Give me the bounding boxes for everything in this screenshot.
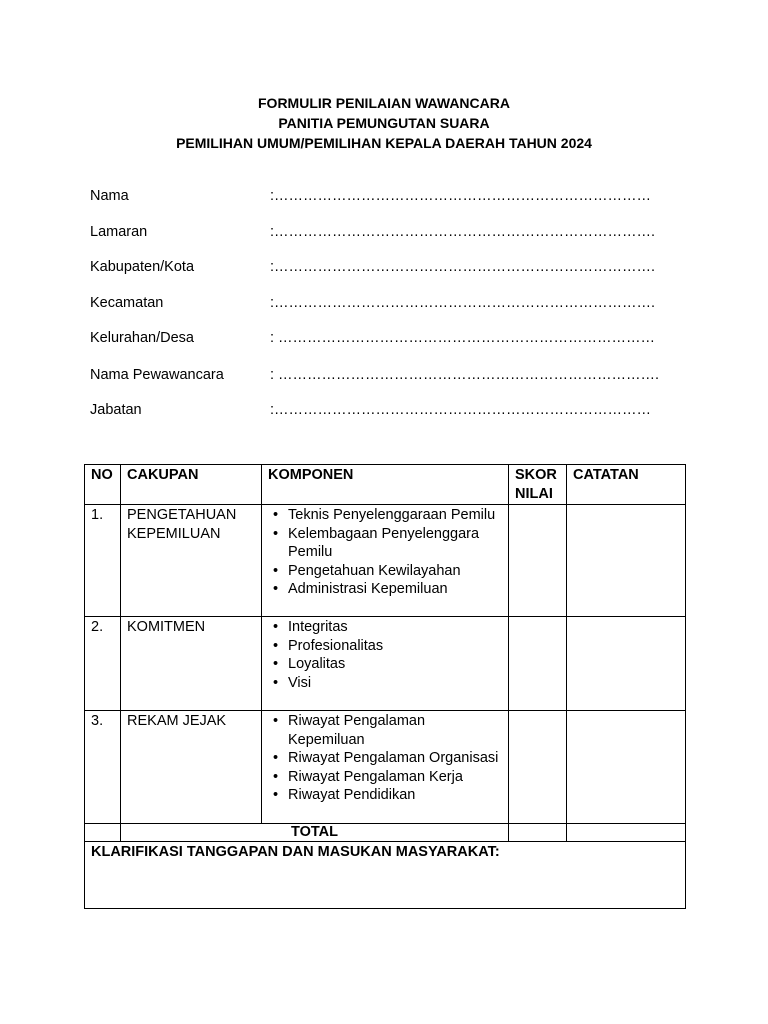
list-item: • Teknis Penyelenggaraan Pemilu [288, 506, 502, 525]
list-item: • Kelembagaan Penyelenggara Pemilu [288, 525, 502, 562]
total-skor-cell[interactable] [509, 824, 567, 842]
row-no: 1. [85, 505, 121, 617]
header-nilai: NILAI [515, 485, 553, 502]
row-komponen [262, 617, 509, 711]
title-line-1: FORMULIR PENILAIAN WAWANCARA [258, 95, 510, 111]
catatan-cell[interactable] [567, 711, 686, 824]
komponen-list [268, 506, 502, 599]
klarifikasi-cell[interactable] [85, 842, 686, 909]
list-item: • Visi [288, 674, 502, 693]
field-kabupaten-kota[interactable] [90, 257, 690, 277]
catatan-cell[interactable] [567, 505, 686, 617]
cakupan-line: KOMITMEN [127, 619, 206, 635]
field-value[interactable]: : …………………………………………………………………… [270, 330, 656, 346]
list-item: • Pengetahuan Kewilayahan [288, 562, 502, 581]
field-value[interactable]: :……………………………………………………………………. [270, 295, 656, 311]
row-komponen [262, 505, 509, 617]
klarifikasi-row [85, 842, 686, 909]
field-value[interactable]: : ……………………………………………………………………. [270, 367, 660, 383]
komponen-list [268, 712, 502, 805]
header-skor: SKOR [515, 467, 557, 483]
field-kelurahan-desa[interactable] [90, 328, 690, 348]
field-value[interactable]: :…………………………………………………………………… [270, 188, 652, 204]
list-item: • Profesionalitas [288, 637, 502, 656]
header-komponen: KOMPONEN [262, 465, 509, 505]
total-label: TOTAL [121, 824, 509, 842]
total-row [85, 824, 686, 842]
field-label: Kelurahan/Desa [90, 330, 194, 346]
skor-cell[interactable] [509, 617, 567, 711]
header-no: NO [85, 465, 121, 505]
table-row [85, 617, 686, 711]
field-label: Jabatan [90, 402, 142, 418]
skor-cell[interactable] [509, 505, 567, 617]
komponen-list [268, 618, 502, 692]
row-no: 3. [85, 711, 121, 824]
field-lamaran[interactable] [90, 222, 690, 242]
field-label: Nama Pewawancara [90, 367, 224, 383]
field-jabatan[interactable] [90, 400, 690, 420]
field-nama[interactable] [90, 186, 690, 206]
list-item: • Riwayat Pengalaman Kerja [288, 768, 502, 787]
title-line-3: PEMILIHAN UMUM/PEMILIHAN KEPALA DAERAH TAHUN 2024 [176, 135, 592, 151]
field-value[interactable]: :……………………………………………………………………. [270, 259, 656, 275]
skor-cell[interactable] [509, 711, 567, 824]
field-nama-pewawancara[interactable] [90, 365, 690, 385]
row-no: 2. [85, 617, 121, 711]
cakupan-line: KEPEMILUAN [127, 525, 221, 542]
list-item: • Administrasi Kepemiluan [288, 580, 502, 599]
table-header-row [85, 465, 686, 505]
list-item: • Loyalitas [288, 655, 502, 674]
field-label: Kecamatan [90, 295, 164, 311]
list-item: • Integritas [288, 618, 502, 637]
header-skor-nilai [509, 465, 567, 505]
klarifikasi-label: KLARIFIKASI TANGGAPAN DAN MASUKAN MASYARAKAT: [91, 844, 500, 860]
catatan-cell[interactable] [567, 617, 686, 711]
table-row [85, 505, 686, 617]
list-item: • Riwayat Pengalaman Kepemiluan [288, 712, 502, 749]
field-value[interactable]: :…………………………………………………………………… [270, 402, 652, 418]
total-catatan-cell[interactable] [567, 824, 686, 842]
form-title [0, 93, 768, 153]
table-row [85, 711, 686, 824]
row-cakupan [121, 711, 262, 824]
field-label: Lamaran [90, 224, 148, 240]
field-label: Nama [90, 188, 129, 204]
header-cakupan: CAKUPAN [121, 465, 262, 505]
total-empty-cell [85, 824, 121, 842]
assessment-table [84, 464, 686, 909]
field-value[interactable]: :……………………………………………………………………. [270, 224, 656, 240]
header-catatan: CATATAN [567, 465, 686, 505]
list-item: • Riwayat Pengalaman Organisasi [288, 749, 502, 768]
title-line-2: PANITIA PEMUNGUTAN SUARA [278, 115, 490, 131]
field-label: Kabupaten/Kota [90, 259, 195, 275]
cakupan-line: PENGETAHUAN [127, 507, 237, 523]
row-komponen [262, 711, 509, 824]
list-item: • Riwayat Pendidikan [288, 786, 502, 805]
cakupan-line: REKAM JEJAK [127, 713, 227, 729]
row-cakupan [121, 617, 262, 711]
row-cakupan [121, 505, 262, 617]
field-kecamatan[interactable] [90, 293, 690, 313]
